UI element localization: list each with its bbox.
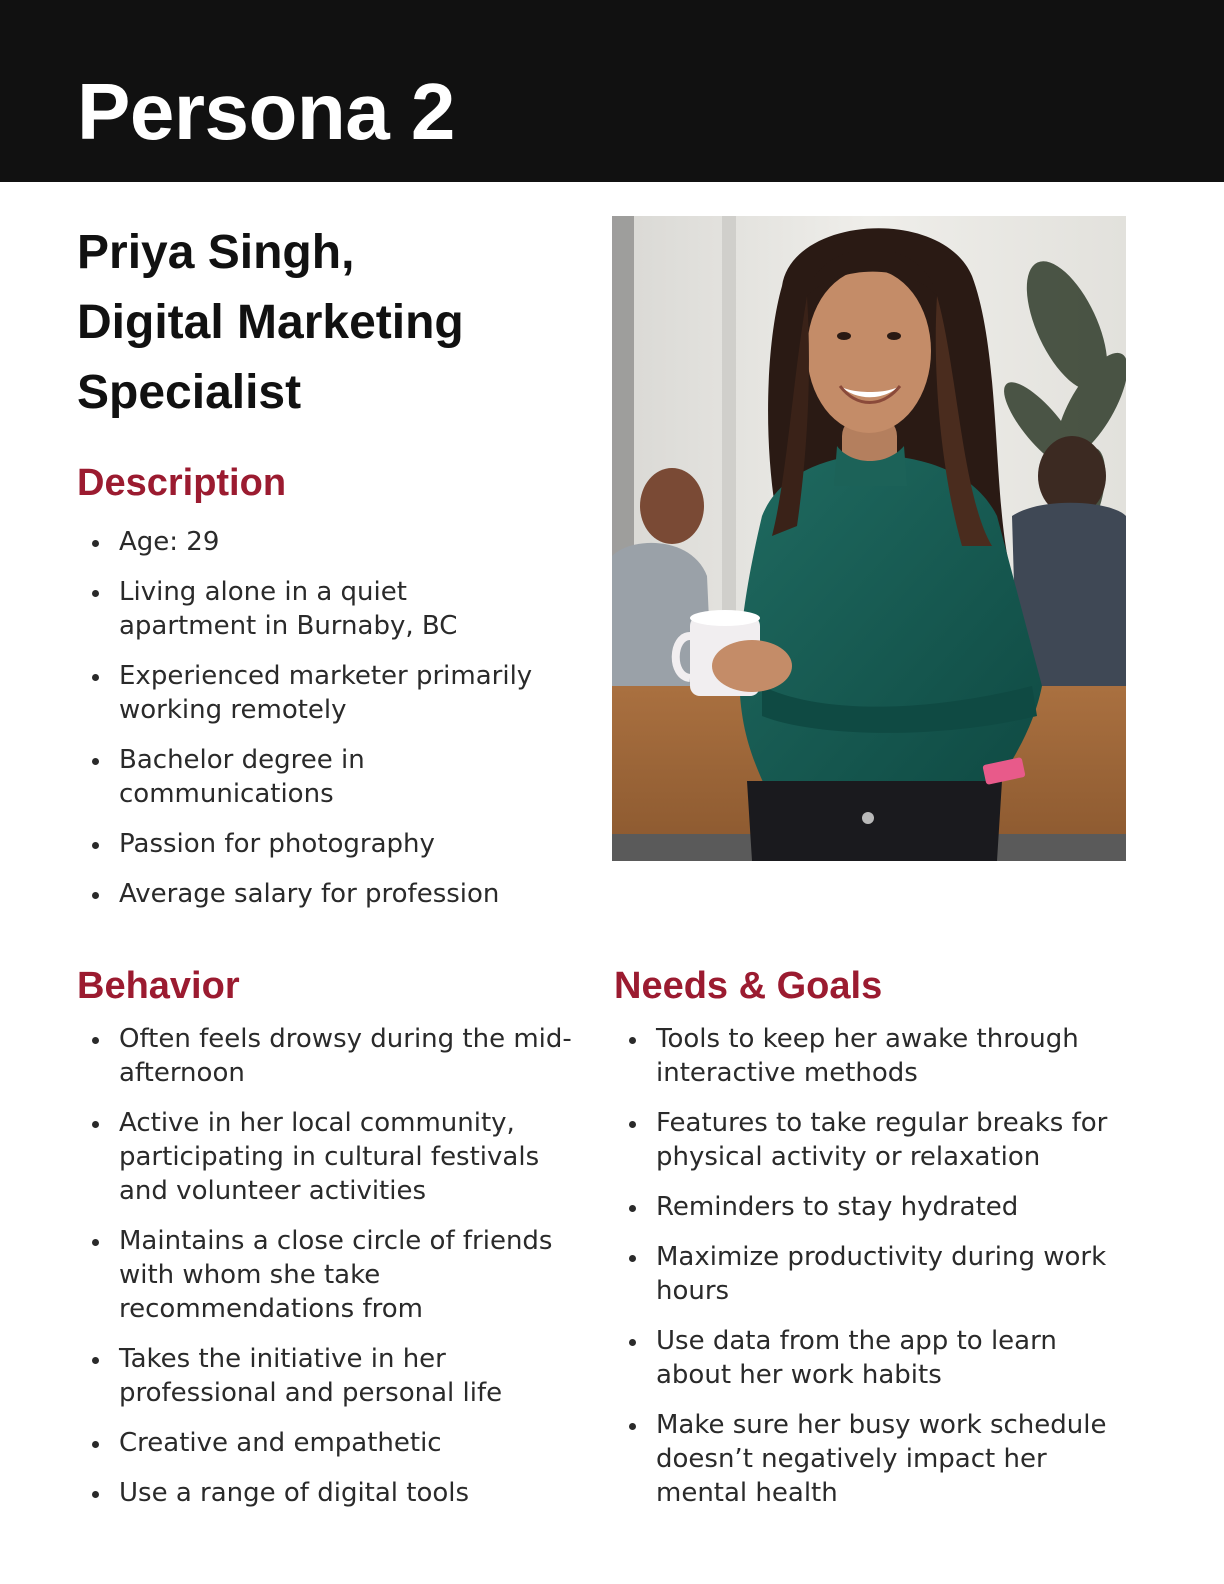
list-item: Tools to keep her awake through interactive methods xyxy=(614,1022,1114,1090)
description-heading: Description xyxy=(77,462,287,504)
portrait-illustration xyxy=(612,216,1126,861)
needs-goals-heading: Needs & Goals xyxy=(614,965,883,1007)
behavior-heading: Behavior xyxy=(77,965,240,1007)
list-item: Average salary for profession xyxy=(77,877,547,911)
list-item: Takes the initiative in her professional and personal life xyxy=(77,1342,577,1410)
list-item: Use a range of digital tools xyxy=(77,1476,577,1510)
persona-name xyxy=(77,218,557,428)
list-item: Reminders to stay hydrated xyxy=(614,1190,1114,1224)
persona-role-line: Digital Marketing xyxy=(77,296,464,349)
list-item: Age: 29 xyxy=(77,525,547,559)
list-item: Maintains a close circle of friends with whom she take recommendations from xyxy=(77,1224,577,1326)
persona-name-line: Priya Singh, xyxy=(77,226,355,279)
list-item: Bachelor degree in communications xyxy=(77,743,547,811)
list-item: Often feels drowsy during the mid-afternoon xyxy=(77,1022,577,1090)
list-item: Passion for photography xyxy=(77,827,547,861)
persona-role-line: Specialist xyxy=(77,366,302,419)
portrait-photo xyxy=(612,216,1126,861)
list-item: Features to take regular breaks for physical activity or relaxation xyxy=(614,1106,1114,1174)
list-item: Make sure her busy work schedule doesn’t negatively impact her mental health xyxy=(614,1408,1114,1510)
list-item: Creative and empathetic xyxy=(77,1426,577,1460)
list-item: Living alone in a quiet apartment in Burnaby, BC xyxy=(77,575,547,643)
header-bar xyxy=(0,0,1224,182)
page-title: Persona 2 xyxy=(77,67,455,156)
list-item: Use data from the app to learn about her work habits xyxy=(614,1324,1114,1392)
description-list xyxy=(77,525,547,927)
list-item: Experienced marketer primarily working remotely xyxy=(77,659,547,727)
list-item: Active in her local community, participating in cultural festivals and volunteer activities xyxy=(77,1106,577,1208)
list-item: Maximize productivity during work hours xyxy=(614,1240,1114,1308)
behavior-list xyxy=(77,1022,577,1526)
needs-goals-list xyxy=(614,1022,1114,1526)
